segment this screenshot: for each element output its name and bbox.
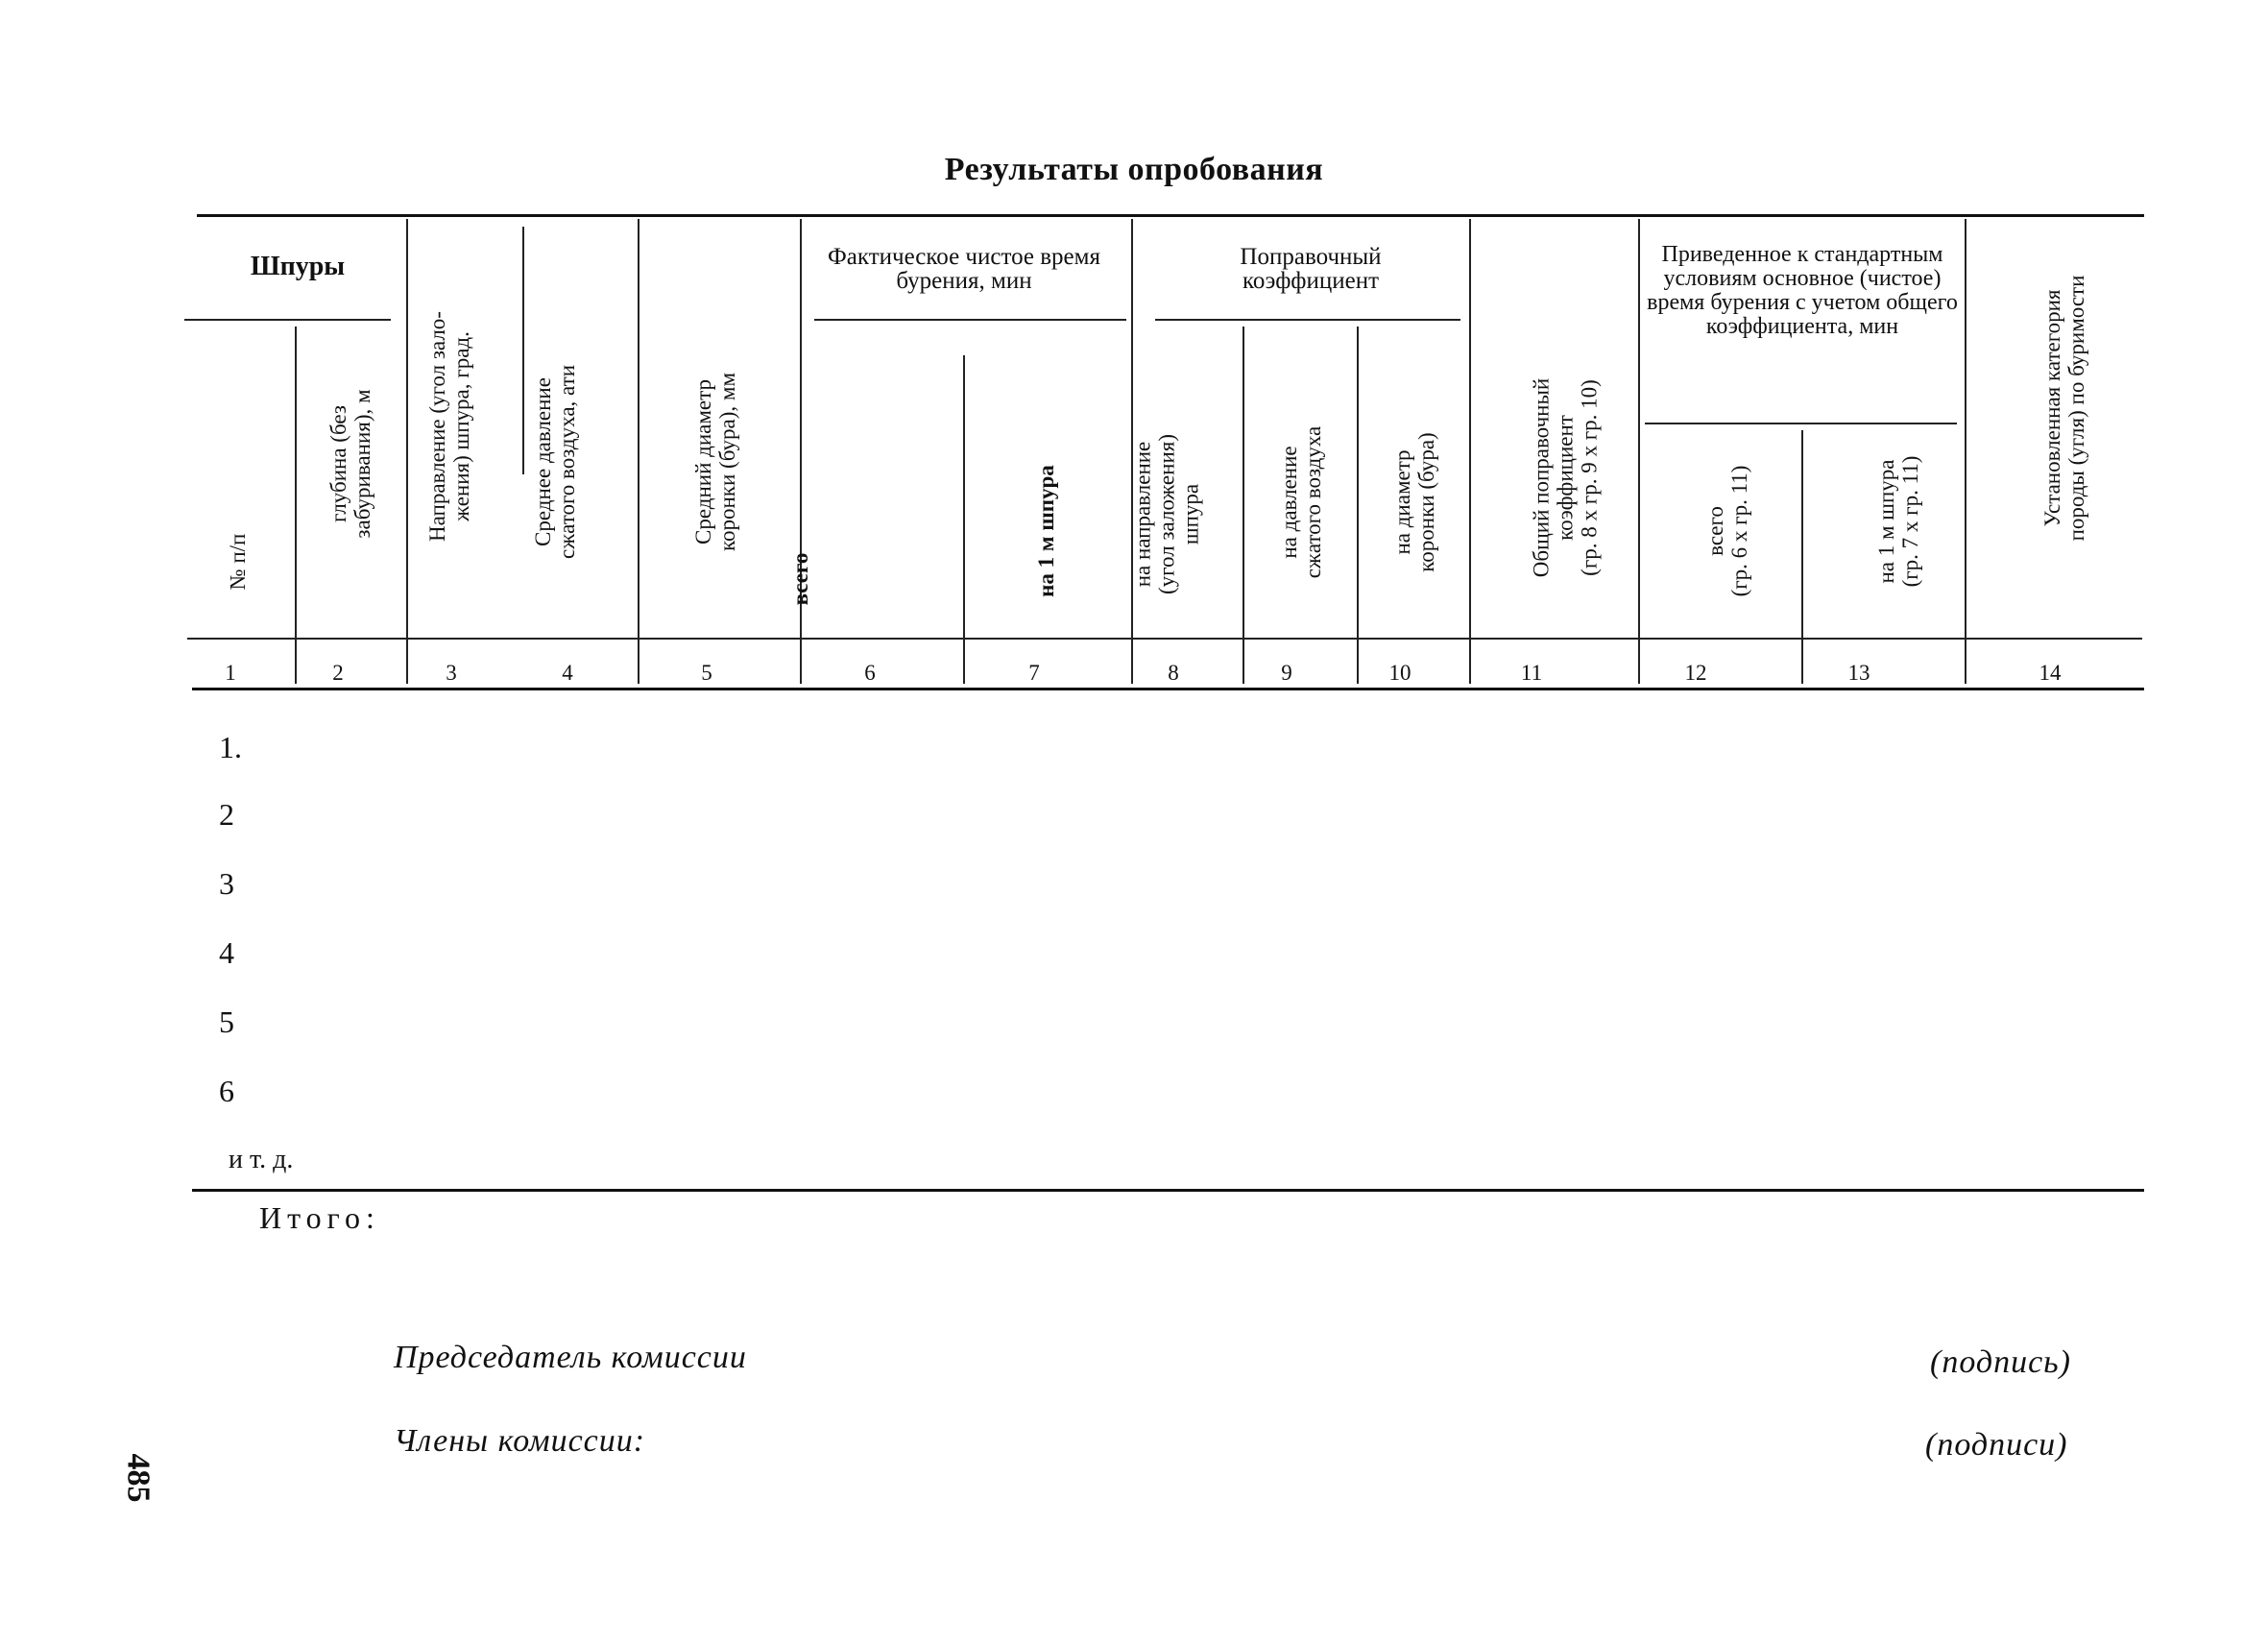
group-time-rule	[814, 319, 1126, 321]
chairman-signature: (подпись)	[1930, 1344, 2071, 1380]
col-header-10: на диаметр коронки (бура)	[1390, 432, 1438, 572]
col-header-3: Направление (угол зало- жения) шпура, град.	[425, 311, 473, 542]
col-header-14: Установленная категория породы (угля) по буримости	[2040, 275, 2088, 542]
column-number: 3	[446, 661, 457, 685]
header-bottom-rule	[192, 688, 2144, 690]
total-label: Итого:	[259, 1200, 380, 1235]
col-header-13: на 1 м шпура (гр. 7 х гр. 11)	[1874, 455, 1922, 588]
col-header-6: всего	[788, 552, 812, 606]
column-number: 5	[701, 661, 712, 685]
column-number: 14	[2039, 661, 2062, 685]
col-divider-13	[1965, 219, 1966, 684]
group-header-reduced: Приведенное к стандартным условиям основное (чистое) время бурения с учетом общего коэффициента, мин	[1647, 242, 1958, 339]
page-title: Результаты опробования	[944, 152, 1324, 187]
column-number: 4	[562, 661, 573, 685]
col-divider-8	[1243, 327, 1244, 684]
column-number: 1	[225, 661, 236, 685]
col-divider-10	[1469, 219, 1471, 684]
col-divider-9	[1357, 327, 1359, 684]
page-number: 485	[120, 1453, 157, 1503]
column-number: 11	[1520, 661, 1543, 685]
column-number: 2	[332, 661, 344, 685]
row-label: 6	[219, 1074, 234, 1108]
row-label: и т. д.	[229, 1145, 294, 1174]
col-divider-6	[963, 355, 965, 684]
group-header-shpury: Шпуры	[250, 252, 346, 281]
col-divider-1	[295, 327, 297, 684]
row-label: 5	[219, 1004, 234, 1039]
chairman-label: Председатель комиссии	[394, 1340, 747, 1375]
column-number: 7	[1028, 661, 1040, 685]
col-divider-2	[406, 219, 408, 684]
col-header-4: Среднее давление сжатого воздуха, ати	[531, 364, 579, 560]
group-coef-rule	[1155, 319, 1460, 321]
column-number: 10	[1388, 661, 1411, 685]
col-divider-11	[1638, 219, 1640, 684]
col-header-7: на 1 м шпура	[1034, 465, 1058, 597]
members-signature: (подписи)	[1925, 1427, 2068, 1463]
col-divider-12	[1801, 430, 1803, 684]
column-number: 9	[1281, 661, 1292, 685]
members-label: Члены комиссии:	[394, 1423, 646, 1459]
col-divider-3	[522, 227, 524, 474]
col-header-8: на направление (угол заложения) шпура	[1130, 434, 1203, 594]
row-label: 2	[219, 797, 234, 832]
row-label: 1.	[219, 730, 242, 764]
group-header-coef: Поправочный коэффициент	[1240, 244, 1382, 294]
col-header-9: на давление сжатого воздуха	[1277, 425, 1325, 579]
col-divider-4	[638, 219, 639, 684]
group-header-time: Фактическое чистое время бурения, мин	[828, 244, 1100, 294]
table-bottom-rule	[192, 1189, 2144, 1192]
col-header-12: всего (гр. 6 х гр. 11)	[1703, 465, 1751, 597]
col-header-11: Общий поправочный коэффициент (гр. 8 х гр. 9 х гр. 10)	[1529, 377, 1602, 578]
row-label: 4	[219, 935, 234, 970]
column-number: 8	[1168, 661, 1179, 685]
column-number: 13	[1847, 661, 1870, 685]
col-header-2: глубина (без забуривания), м	[326, 389, 374, 539]
column-number: 12	[1684, 661, 1707, 685]
col-header-1: № п/п	[226, 533, 250, 591]
row-label: 3	[219, 866, 234, 901]
column-number: 6	[864, 661, 876, 685]
table-top-rule	[197, 214, 2144, 217]
col-header-5: Средний диаметр коронки (бура), мм	[691, 373, 739, 552]
